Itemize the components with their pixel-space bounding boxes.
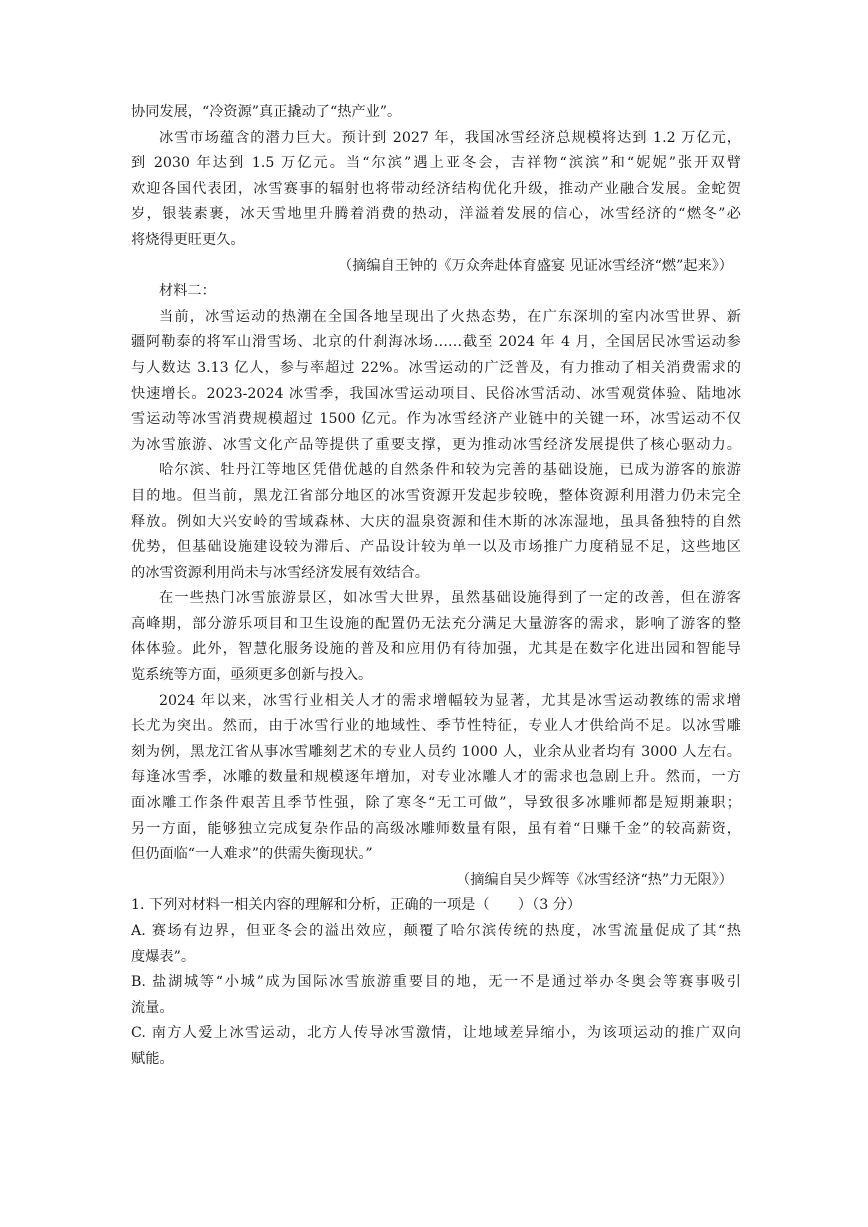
para-talent [131, 689, 741, 868]
text-line: 与人数达 3.13 亿人，参与率超过 22%。冰雪运动的广泛普及，有力推动了相关消费需求的 [131, 359, 741, 376]
option-line: 度爆表”。 [131, 948, 196, 965]
text-line: 将烧得更旺更久。 [131, 231, 245, 248]
option-b [131, 970, 741, 1021]
text-line: 另一方面，能够独立完成复杂作品的高级冰雕师数量有限，虽有着“日赚千金”的较高薪资， [131, 820, 741, 837]
option-line: C. 南方人爱上冰雪运动，北方人传导冰雪激情，让地域差异缩小，为该项运动的推广双向 [131, 1025, 741, 1042]
material-2-label: 材料二： [159, 283, 216, 300]
question-stem: 1. 下列对材料一相关内容的理解和分析，正确的一项是（ ）（3 分） [131, 897, 582, 914]
text-line: 优势，但基础设施建设较为滞后、产品设计较为单一以及市场推广力度稍显不足，这些地区 [131, 539, 741, 556]
para-continuation [131, 100, 741, 126]
source-citation-1: （摘编自王钟的《万众奔赴体育盛宴 见证冰雪经济“燃”起来》） [338, 257, 733, 274]
option-line: B. 盐湖城等“小城”成为国际冰雪旅游重要目的地，无一不是通过举办冬奥会等赛事吸引 [131, 974, 741, 991]
text-line: 当前，冰雪运动的热潮在全国各地呈现出了火热态势，在广东深圳的室内冰雪世界、新 [159, 308, 741, 325]
text-line: 雪运动等冰雪消费规模超过 1500 亿元。作为冰雪经济产业链中的关键一环，冰雪运动不仅 [131, 411, 741, 428]
question-1 [131, 893, 741, 1072]
text-line: 疆阿勒泰的将军山滑雪场、北京的什刹海冰场……截至 2024 年 4 月，全国居民冰雪运动参 [131, 334, 741, 351]
text-line: 岁，银装素裹，冰天雪地里升腾着消费的热动，洋溢着发展的信心，冰雪经济的“燃冬”必 [131, 206, 741, 223]
text-line: 每逢冰雪季，冰雕的数量和规模逐年增加，对专业冰雕人才的需求也急剧上升。然而，一方 [131, 769, 741, 786]
text-line: 为冰雪旅游、冰雪文化产品等提供了重要支撑，更为推动冰雪经济发展提供了核心驱动力。 [131, 436, 741, 453]
option-a [131, 919, 741, 970]
para-market-potential [131, 126, 741, 254]
text-line: 刻为例，黑龙江省从事冰雪雕刻艺术的专业人员约 1000 人，业余从业者均有 3000 人左右。 [131, 743, 741, 760]
text-line: 释放。例如大兴安岭的雪域森林、大庆的温泉资源和佳木斯的冰冻湿地，虽具备独特的自然 [131, 513, 741, 530]
text-line: 目的地。但当前，黑龙江省部分地区的冰雪资源开发起步较晚，整体资源利用潜力仍未完全 [131, 487, 741, 504]
text-line: 快速增长。2023-2024 冰雪季，我国冰雪运动项目、民俗冰雪活动、冰雪观赏体验、陆地冰 [131, 385, 741, 402]
option-line: 赋能。 [131, 1050, 174, 1067]
text-line: 的冰雪资源利用尚未与冰雪经济发展有效结合。 [131, 564, 429, 581]
para-facilities [131, 586, 741, 688]
text-line: 冰雪市场蕴含的潜力巨大。预计到 2027 年，我国冰雪经济总规模将达到 1.2 万亿元， [159, 129, 741, 146]
text-line: 欢迎各国代表团，冰雪赛事的辐射也将带动经济结构优化升级，推动产业融合发展。金蛇贺 [131, 180, 741, 197]
option-line: A. 赛场有边界，但亚冬会的溢出效应，颠覆了哈尔滨传统的热度，冰雪流量促成了其“热 [131, 923, 741, 939]
text-line: 面冰雕工作条件艰苦且季节性强，除了寒冬“无工可做”，导致很多冰雕师都是短期兼职； [131, 795, 741, 812]
document-page [131, 100, 741, 1073]
text-line: 长尤为突出。然而，由于冰雪行业的地域性、季节性特征，专业人才供给尚不足。以冰雪雕 [131, 718, 741, 735]
text-line: 2024 年以来，冰雪行业相关人才的需求增幅较为显著，尤其是冰雪运动教练的需求增 [159, 692, 741, 709]
text-line: 在一些热门冰雪旅游景区，如冰雪大世界，虽然基础设施得到了一定的改善，但在游客 [159, 590, 741, 607]
source-citation-2: （摘编自吴少辉等《冰雪经济“热”力无限》） [456, 871, 733, 888]
text-line: 高峰期，部分游乐项目和卫生设施的配置仍无法充分满足大量游客的需求，影响了游客的整 [131, 615, 741, 632]
para-resources [131, 458, 741, 586]
option-line: 流量。 [131, 999, 174, 1016]
text-line: 协同发展，“冷资源”真正撬动了“热产业”。 [131, 104, 402, 120]
option-c [131, 1021, 741, 1072]
text-line: 但仍面临“一人难求”的供需失衡现状。” [131, 846, 373, 863]
para-sports-heat [131, 305, 741, 459]
text-line: 哈尔滨、牡丹江等地区凭借优越的自然条件和较为完善的基础设施，已成为游客的旅游 [159, 462, 741, 479]
text-line: 览系统等方面，亟须更多创新与投入。 [131, 667, 373, 684]
text-line: 体体验。此外，智慧化服务设施的普及和应用仍有待加强，尤其是在数字化进出园和智能导 [131, 641, 741, 658]
text-line: 到 2030 年达到 1.5 万亿元。当“尔滨”遇上亚冬会，吉祥物“滨滨”和“妮妮”张开双臂 [131, 155, 741, 172]
